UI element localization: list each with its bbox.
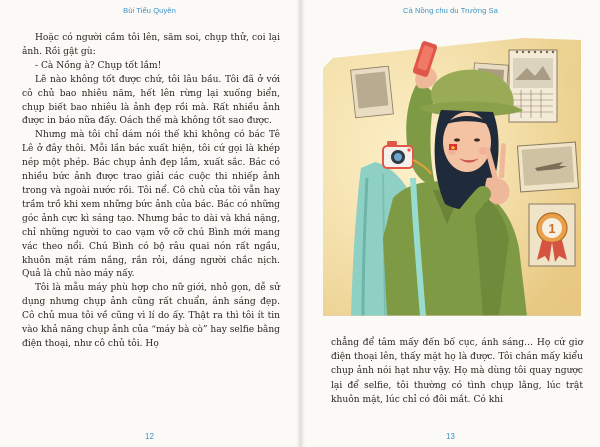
page-number-left: 12 <box>145 432 154 441</box>
medal-icon <box>529 204 575 266</box>
wall-photo-icon <box>351 66 394 118</box>
airplane-photo-icon <box>517 142 578 192</box>
paragraph: chẳng để tâm mấy đến bố cục, ánh sáng… Họ cứ giơ điện thoại lên, thấy mặt họ là được. Tôi chán mấy kiểu chụp ảnh nói hạt như vậy. Họ mà dùng tôi quay ngược lại để selfie, tôi thường có tình chụp lằng, lúc trật khuôn mặt, lúc chỉ có đôi mắt. Có khi <box>331 338 583 405</box>
running-head-author: Bùi Tiểu Quyên <box>123 6 176 15</box>
right-page <box>301 0 600 447</box>
paragraph: Lẽ nào không tốt được chứ, tôi lâu bầu. Tôi đã ở với cô chủ bao nhiêu năm, hết lên rừng lại xuống biển, chụp biết bao nhiêu là ảnh đẹp rồi mà. Rất nhiều ảnh được in báo nữa đấy. Oách thế mà không tốt sao được. <box>22 74 280 127</box>
paragraph: - Cà Nồng à? Chụp tốt lắm! <box>35 60 162 71</box>
running-head-title: Cà Nồng chu du Trường Sa <box>403 6 498 15</box>
left-page-body <box>22 32 280 352</box>
medal-number: 1 <box>548 221 556 236</box>
paragraph: Hoặc có người cầm tôi lên, săm soi, chụp thử, coi lại ảnh. Rồi gật gù: <box>22 33 280 57</box>
paragraph: Tôi là mẫu máy phù hợp cho nữ giới, nhỏ gọn, dễ sử dụng nhưng chụp ảnh cũng rất chuẩn, ánh sáng đẹp. Cô chủ mua tôi về cũng vì lí do ấy. Thật ra thì tôi ít tin vào khả năng chụp ảnh của “máy bà cò” hay selfie bằng điện thoại, như cô chủ tôi. Họ <box>22 283 280 349</box>
left-page <box>0 0 299 447</box>
page-number-right: 13 <box>446 432 455 441</box>
right-page-body <box>331 336 583 407</box>
paragraph: Nhưng mà tôi chỉ dám nói thế khi không có bác Tê Lê ở đây thôi. Mỗi lần bác xuất hiện, tôi cứ gọi là khép nép một phép. Bác chụp ảnh đẹp lắm, xuất sắc. Bác có nhiều bức ảnh được trao giải các cuộc thi nhiếp ảnh trong và ngoài nước rồi. Tôi nể. Cô chủ của tôi vẫn hay trầm trồ khi xem những bức ảnh của bác. Bác có những góc ảnh cực kì sáng tạo. Nhưng bác to dài và khá nặng, chỉ những người to cao vạm vỡ cỡ chú Bình mới mang vác theo nổi. Chú Bình có bộ râu quai nón rất ngầu, khuôn mặt rám nắng, rắn rỏi, dáng người chắc nịch. Quả là chủ nào máy nấy. <box>22 130 280 280</box>
girl-taking-selfie-illustration <box>323 28 581 316</box>
